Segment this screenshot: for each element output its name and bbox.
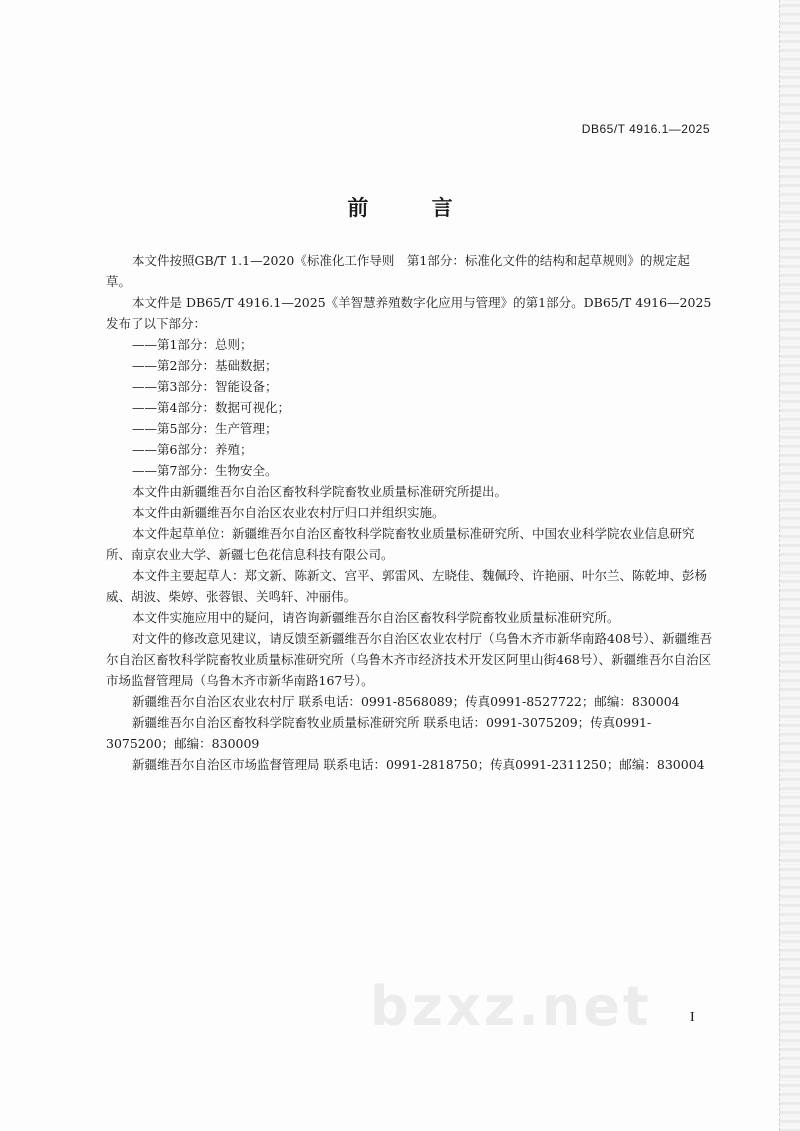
paragraph: 本文件按照GB/T 1.1—2020《标准化工作导则 第1部分：标准化文件的结构和起草规则》的规定起草。 [106, 253, 690, 289]
scan-edge [779, 0, 800, 1131]
paragraph: ——第6部分：养殖； [132, 442, 253, 457]
paragraph: 对文件的修改意见建议，请反馈至新疆维吾尔自治区农业农村厅（乌鲁木齐市新华南路408号）、新疆维吾尔自治区畜牧科学院畜牧业质量标准研究所（乌鲁木齐市经济技术开发区阿里山街468号）、新疆维吾尔自治区市场监督管理局（乌鲁木齐市新华南路167号）。 [106, 631, 713, 688]
paragraph: ——第5部分：生产管理； [132, 421, 278, 436]
paragraph: 本文件起草单位：新疆维吾尔自治区畜牧科学院畜牧业质量标准研究所、中国农业科学院农业信息研究所、南京农业大学、新疆七色花信息科技有限公司。 [106, 526, 695, 562]
paragraph: ——第2部分：基础数据； [132, 358, 278, 373]
document-body [106, 250, 714, 775]
document-code: DB65/T 4916.1—2025 [581, 122, 710, 136]
paragraph: 本文件主要起草人：郑文新、陈新文、宫平、郭雷风、左晓佳、魏佩玲、许艳丽、叶尔兰、陈乾坤、彭杨威、胡波、柴婷、张蓉银、关鸣轩、冲丽伟。 [106, 568, 708, 604]
paragraph: 新疆维吾尔自治区畜牧科学院畜牧业质量标准研究所 联系电话：0991-3075209；传真0991-3075200；邮编：830009 [106, 715, 652, 751]
page-title: 前 言 [347, 196, 481, 220]
paragraph: 本文件由新疆维吾尔自治区农业农村厅归口并组织实施。 [132, 505, 445, 520]
page-number: I [690, 1010, 695, 1025]
paragraph: 新疆维吾尔自治区市场监督管理局 联系电话：0991-2818750；传真0991-2311250；邮编：830004 [132, 757, 705, 772]
paragraph: ——第1部分：总则； [132, 337, 253, 352]
paragraph: ——第7部分：生物安全。 [132, 463, 278, 478]
paragraph: 本文件是 DB65/T 4916.1—2025《羊智慧养殖数字化应用与管理》的第1部分。DB65/T 4916—2025发布了以下部分： [106, 295, 712, 331]
paragraph: 本文件实施应用中的疑问，请咨询新疆维吾尔自治区畜牧科学院畜牧业质量标准研究所。 [132, 610, 620, 625]
paragraph: 本文件由新疆维吾尔自治区畜牧科学院畜牧业质量标准研究所提出。 [132, 484, 508, 499]
paragraph: ——第3部分：智能设备； [132, 379, 278, 394]
paragraph: ——第4部分：数据可视化； [132, 400, 290, 415]
watermark: bzxz.net [370, 975, 652, 1038]
paragraph: 新疆维吾尔自治区农业农村厅 联系电话：0991-8568089；传真0991-8527722；邮编：830004 [132, 694, 680, 709]
